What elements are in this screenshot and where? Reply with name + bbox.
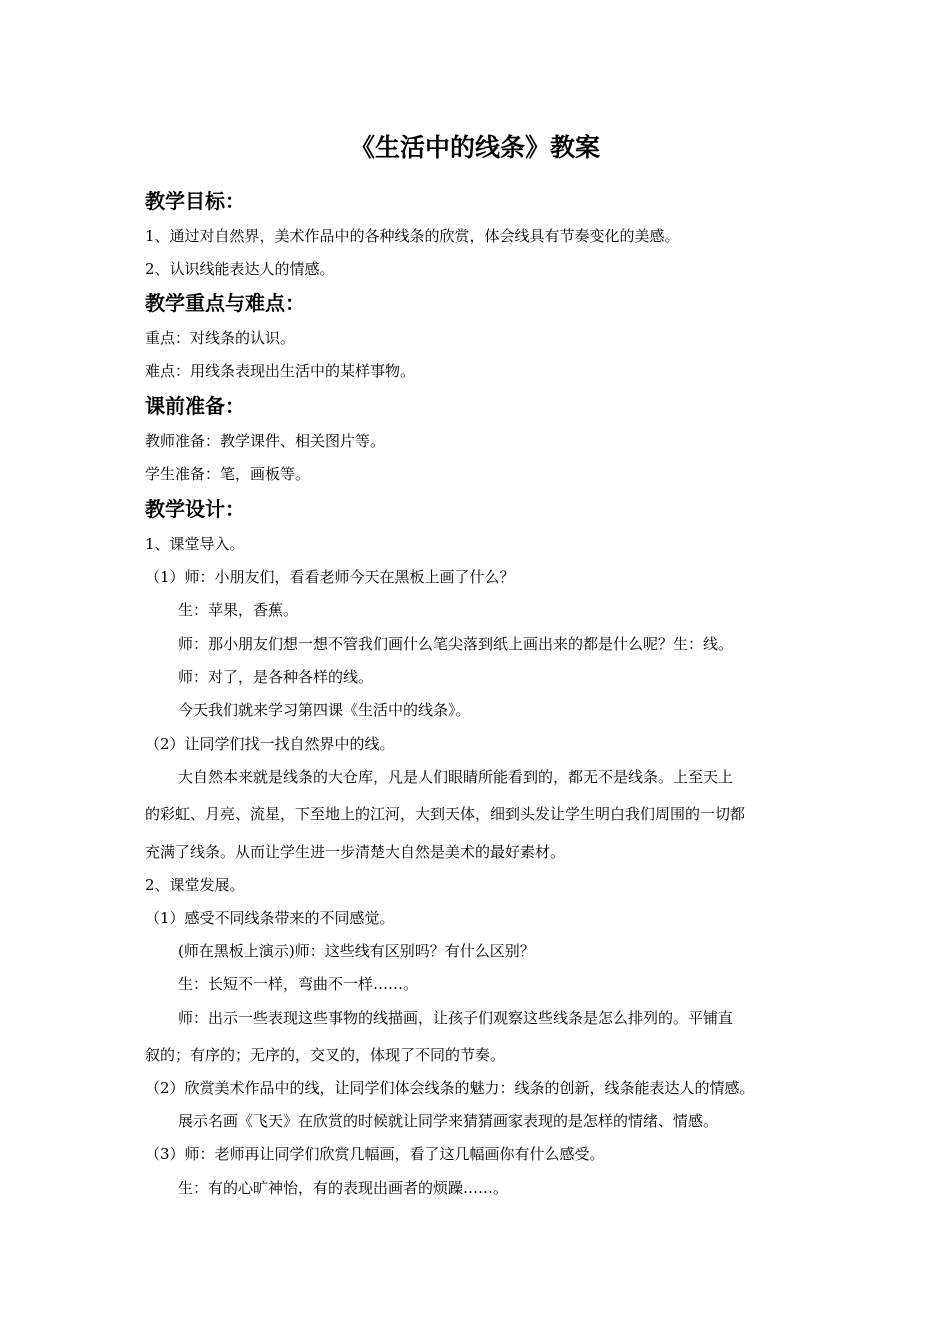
design-line: 1、课堂导入。 xyxy=(145,535,245,553)
design-line: （1）师：小朋友们，看看老师今天在黑板上画了什么？ xyxy=(145,568,515,586)
design-line: 生：长短不一样，弯曲不一样……。 xyxy=(178,975,419,993)
design-line: (师在黑板上演示)师：这些线有区别吗？有什么区别？ xyxy=(178,942,535,960)
design-line: 今天我们就来学习第四课《生活中的线条》。 xyxy=(178,701,471,719)
design-line: （2）让同学们找一找自然界中的线。 xyxy=(145,735,395,753)
design-line: 的彩虹、月亮、流星，下至地上的江河，大到天体，细到头发让学生明白我们周围的一切都 xyxy=(145,805,746,823)
design-line: 生：有的心旷神怡，有的表现出画者的烦躁……。 xyxy=(178,1179,509,1197)
design-line: 展示名画《飞天》在欣赏的时候就让同学来猜猜画家表现的是怎样的情绪、情感。 xyxy=(178,1112,719,1130)
preparation-item: 学生准备：笔，画板等。 xyxy=(145,465,311,483)
design-line: 师：对了，是各种各样的线。 xyxy=(178,668,374,686)
design-line: 师：出示一些表现这些事物的线描画，让孩子们观察这些线条是怎么排列的。平铺直 xyxy=(178,1009,734,1027)
section-heading-preparation: 课前准备： xyxy=(145,394,245,418)
preparation-item: 教师准备：教学课件、相关图片等。 xyxy=(145,432,386,450)
objective-item: 2、认识线能表达人的情感。 xyxy=(145,260,335,278)
section-heading-design: 教学设计： xyxy=(145,497,245,521)
design-line: 充满了线条。从而让学生进一步清楚大自然是美术的最好素材。 xyxy=(145,843,566,861)
design-line: 叙的；有序的；无序的，交叉的，体现了不同的节奏。 xyxy=(145,1046,506,1064)
design-line: （1）感受不同线条带来的不同感觉。 xyxy=(145,909,395,927)
key-point-item: 难点：用线条表现出生活中的某样事物。 xyxy=(145,362,416,380)
design-line: （2）欣赏美术作品中的线，让同学们体会线条的魅力：线条的创新，线条能表达人的情感。 xyxy=(145,1079,755,1097)
section-heading-objectives: 教学目标： xyxy=(145,189,245,213)
section-heading-key-points: 教学重点与难点： xyxy=(145,291,305,315)
design-line: 大自然本来就是线条的大仓库，凡是人们眼睛所能看到的，都无不是线条。上至天上 xyxy=(178,768,734,786)
design-line: 师：那小朋友们想一想不管我们画什么笔尖落到纸上画出来的都是什么呢？生：线。 xyxy=(178,635,734,653)
design-line: 2、课堂发展。 xyxy=(145,876,245,894)
design-line: 生：苹果，香蕉。 xyxy=(178,601,299,619)
design-line: （3）师：老师再让同学们欣赏几幅画，看了这几幅画你有什么感受。 xyxy=(145,1145,605,1163)
document-title: 《生活中的线条》教案 xyxy=(349,133,600,162)
objective-item: 1、通过对自然界，美术作品中的各种线条的欣赏，体会线具有节奏变化的美感。 xyxy=(145,227,680,245)
key-point-item: 重点：对线条的认识。 xyxy=(145,329,296,347)
